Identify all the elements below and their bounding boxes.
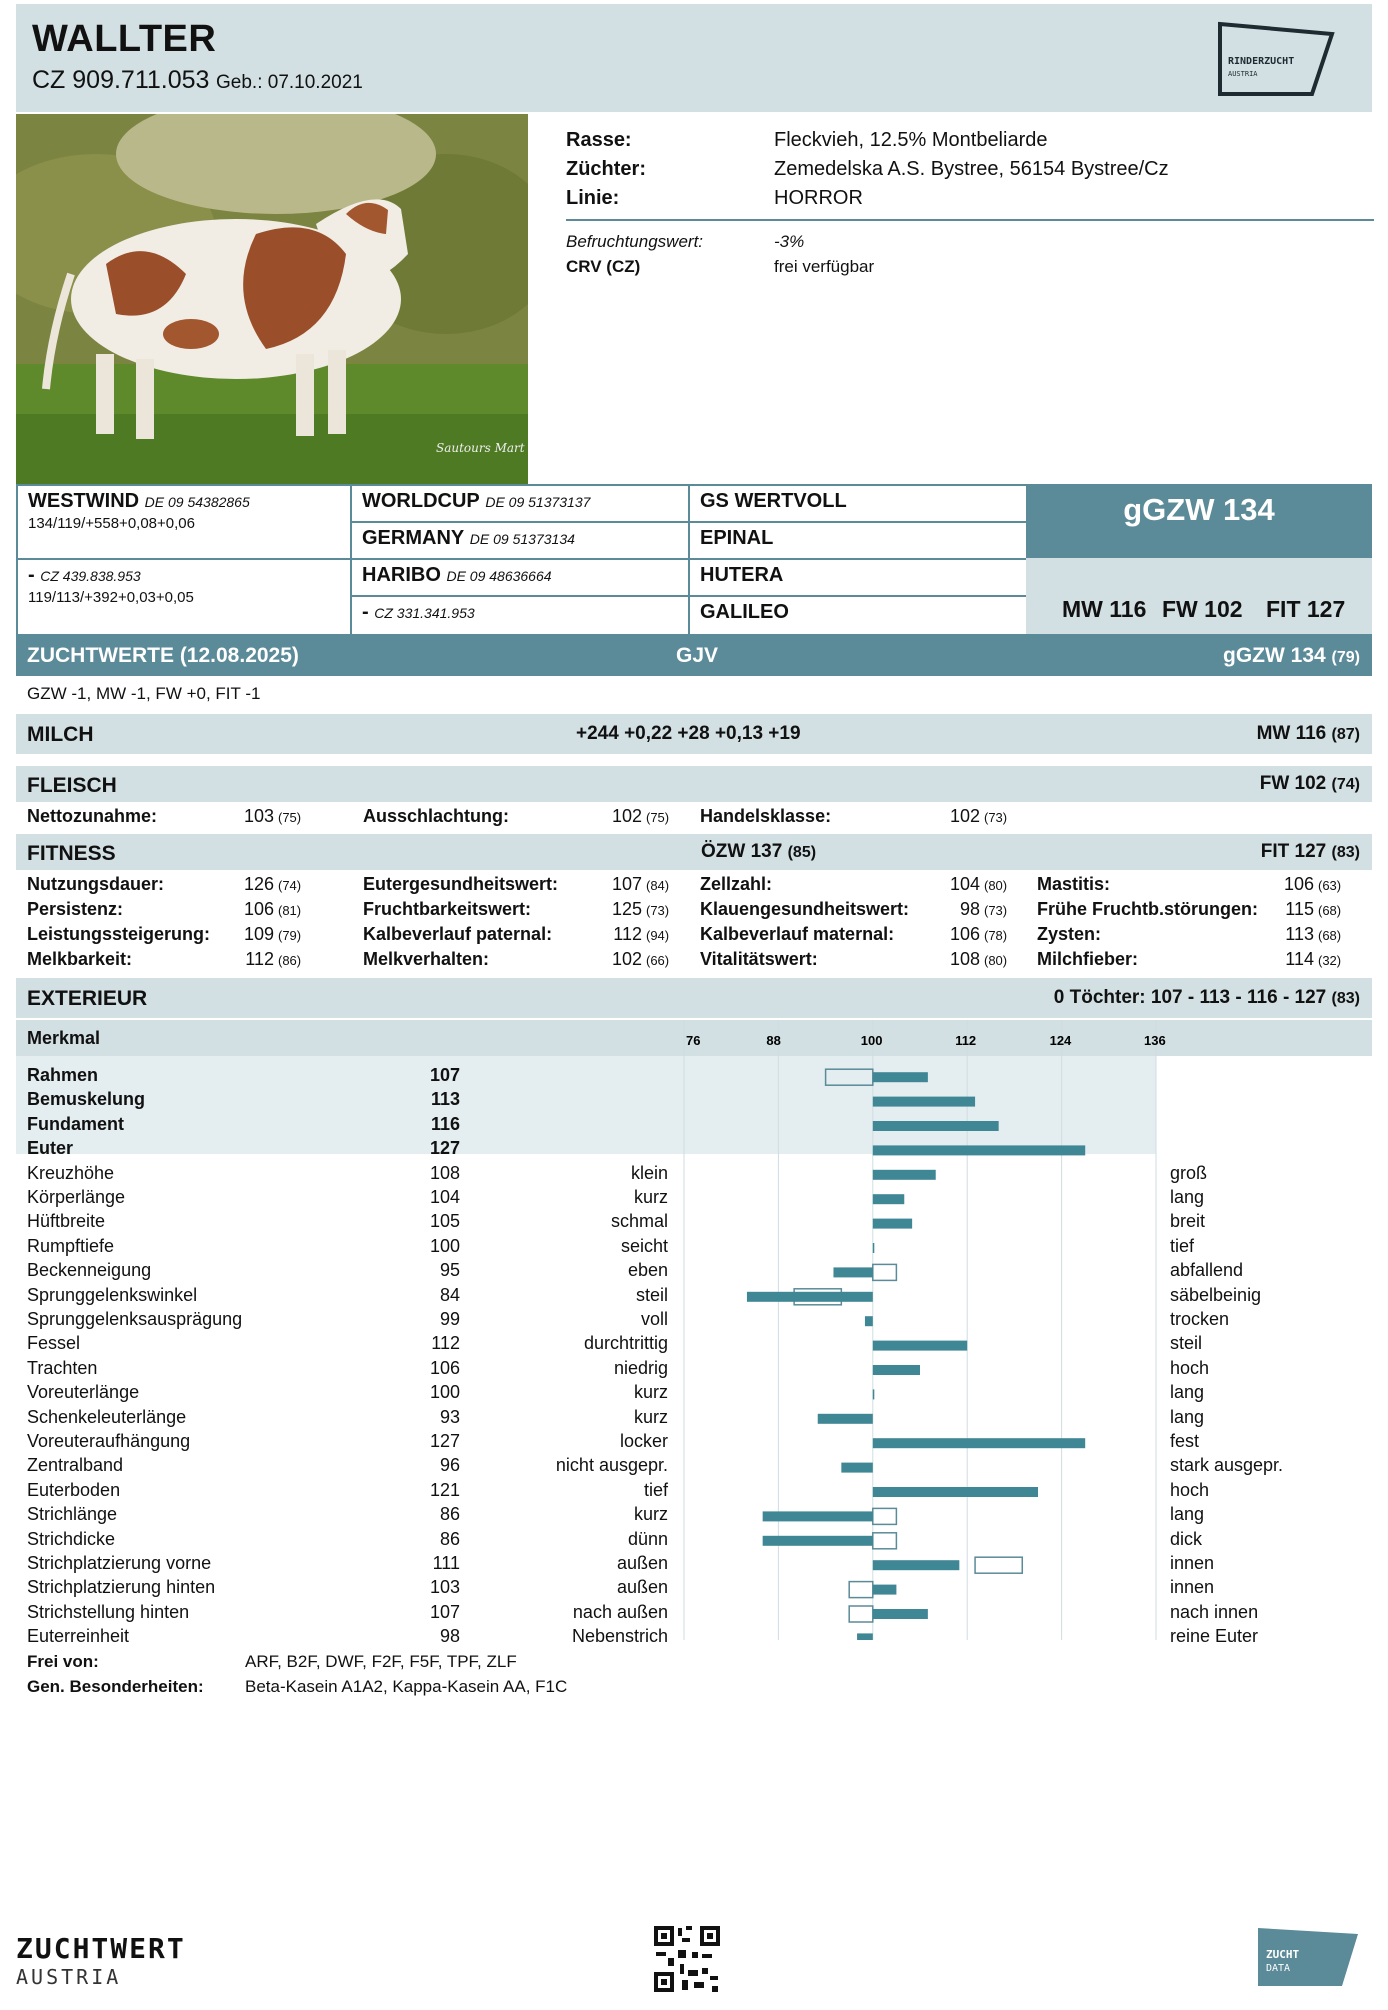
trait-bar <box>873 1585 897 1595</box>
pedigree-sss: GS WERTVOLL <box>688 484 1028 523</box>
trait-low-label: niedrig <box>613 1357 668 1378</box>
reference-range-box <box>873 1508 897 1524</box>
trait-name: Körperlänge <box>27 1187 126 1207</box>
fitness-label: Fruchtbarkeitswert: <box>363 899 532 919</box>
reference-range-box <box>975 1557 1022 1573</box>
trait-bar <box>763 1511 873 1521</box>
trait-value: 96 <box>439 1455 460 1476</box>
gen-besonderheiten: Gen. Besonderheiten: Beta-Kasein A1A2, Kappa-Kasein AA, F1C <box>27 1677 568 1696</box>
trait-bar <box>873 1560 960 1570</box>
fitness-label: Zellzahl: <box>700 874 773 894</box>
trait-value: 111 <box>432 1553 460 1573</box>
fitness-value: 104 <box>949 874 980 894</box>
trait-low-label: dünn <box>627 1528 668 1549</box>
fitness-value: 106 <box>243 899 274 919</box>
divider <box>566 219 1374 221</box>
trait-value: 84 <box>439 1284 460 1305</box>
trait-high-label: hoch <box>1170 1357 1210 1378</box>
gzw-change: GZW -1, MW -1, FW +0, FIT -1 <box>27 684 261 703</box>
trait-value: 108 <box>429 1162 460 1183</box>
trait-low-label: steil <box>635 1284 668 1305</box>
info-row-rasse: Rasse: Fleckvieh, 12.5% Montbeliarde <box>566 129 1048 151</box>
fitness-value: 113 <box>1285 924 1314 944</box>
pedigree-sire-dam: GERMANY DE 09 51373134 <box>350 521 690 560</box>
zuchtwert-austria-logo: ZUCHTWERT AUSTRIA <box>16 1932 186 1989</box>
trait-bar <box>873 1609 928 1619</box>
trait-name: Hüftbreite <box>27 1211 106 1232</box>
bull-name: WALLTER <box>32 18 217 60</box>
scale-tick-label: 136 <box>1144 1033 1166 1048</box>
trait-bar <box>873 1438 1085 1448</box>
trait-high-label: innen <box>1170 1553 1215 1573</box>
info-row-linie: Linie: HORROR <box>566 187 863 209</box>
fitness-label: Klauengesundheitswert: <box>700 899 910 919</box>
trait-name: Fundament <box>27 1113 124 1134</box>
trait-value: 98 <box>439 1626 460 1647</box>
trait-high-label: lang <box>1170 1406 1205 1427</box>
fitness-value: 106 <box>1283 874 1314 894</box>
birth-date: Geb.: 07.10.2021 <box>216 72 363 93</box>
pedigree <box>16 484 1372 638</box>
trait-bar <box>873 1389 875 1399</box>
svg-text:AUSTRIA: AUSTRIA <box>1228 70 1258 78</box>
exterieur-table-header: Merkmal <box>16 1020 1372 1056</box>
trait-value: 121 <box>429 1479 460 1500</box>
trait-high-label: fest <box>1170 1431 1200 1451</box>
trait-name: Euterboden <box>27 1479 121 1500</box>
svg-text:DATA: DATA <box>1266 1963 1291 1974</box>
trait-value: 99 <box>439 1309 460 1329</box>
fitness-reliability: (63) <box>1318 878 1342 893</box>
trait-low-label: außen <box>616 1553 668 1573</box>
trait-name: Strichplatzierung hinten <box>27 1577 216 1598</box>
fitness-value: 98 <box>959 899 980 919</box>
trait-value: 107 <box>429 1601 460 1622</box>
gzw-subindices: MW 116 FW 102 FIT 127 <box>1026 558 1372 636</box>
pedigree-sire: WESTWIND DE 09 54382865 134/119/+558+0,08+0,06 <box>16 484 352 560</box>
fitness-value: 107 <box>611 874 642 894</box>
trait-name: Voreuterlänge <box>27 1382 140 1403</box>
fitness-label: Persistenz: <box>27 899 124 919</box>
fitness-label: Melkverhalten: <box>363 949 490 969</box>
trait-low-label: tief <box>643 1479 668 1500</box>
trait-value: 105 <box>429 1211 460 1232</box>
trait-value: 100 <box>429 1235 460 1256</box>
fitness-reliability: (73) <box>984 903 1008 918</box>
trait-name: Fessel <box>27 1333 81 1354</box>
scale-tick-label: 100 <box>860 1033 883 1048</box>
fitness-reliability: (79) <box>278 928 302 943</box>
trait-name: Kreuzhöhe <box>27 1162 115 1183</box>
fitness-reliability: (80) <box>984 953 1008 968</box>
trait-bar <box>841 1463 872 1473</box>
scale-tick-label: 112 <box>955 1033 977 1048</box>
fitness-label: Eutergesundheitswert: <box>363 874 559 894</box>
trait-value: 113 <box>430 1089 460 1110</box>
fitness-reliability: (68) <box>1318 903 1342 918</box>
trait-value: 127 <box>429 1138 460 1159</box>
trait-bar <box>763 1536 873 1546</box>
trait-name: Strichdicke <box>27 1528 116 1549</box>
trait-value: 100 <box>429 1382 460 1403</box>
trait-high-label: lang <box>1170 1504 1205 1525</box>
reference-range-box <box>873 1264 897 1280</box>
trait-high-label: reine Euter <box>1170 1626 1259 1647</box>
fitness-label: Vitalitätswert: <box>700 949 818 969</box>
fitness-reliability: (74) <box>278 878 302 893</box>
fitness-reliability: (94) <box>646 928 670 943</box>
trait-high-label: dick <box>1170 1528 1203 1549</box>
fitness-label: Nutzungsdauer: <box>27 874 164 894</box>
trait-high-label: nach innen <box>1170 1601 1259 1622</box>
trait-bar <box>873 1072 928 1082</box>
trait-name: Bemuskelung <box>27 1089 146 1110</box>
exterieur-bar: EXTERIEUR 0 Töchter: 107 - 113 - 116 - 127 (83) <box>16 978 1372 1018</box>
trait-name: Sprunggelenkswinkel <box>27 1284 198 1305</box>
scale-tick-label: 76 <box>686 1033 701 1048</box>
trait-low-label: seicht <box>620 1235 668 1256</box>
trait-high-label: innen <box>1170 1577 1215 1598</box>
crv: CRV (CZ) frei verfügbar <box>566 256 875 276</box>
fitness-value: 108 <box>949 949 980 969</box>
header-band <box>16 4 1372 112</box>
fitness-reliability: (80) <box>984 878 1008 893</box>
trait-low-label: kurz <box>633 1187 668 1207</box>
trait-bar <box>857 1633 873 1640</box>
trait-high-label: säbelbeinig <box>1170 1284 1262 1305</box>
trait-value: 106 <box>429 1357 460 1378</box>
fitness-label: Kalbeverlauf paternal: <box>363 924 553 944</box>
trait-high-label: lang <box>1170 1382 1205 1403</box>
trait-high-label: groß <box>1170 1162 1208 1183</box>
info-row-zuechter: Züchter: Zemedelska A.S. Bystree, 56154 Bystree/Cz <box>566 158 1169 180</box>
milch-bar: MILCH +244 +0,22 +28 +0,13 +19 MW 116 (87) <box>16 714 1372 754</box>
trait-bar <box>873 1243 875 1253</box>
trait-high-label: stark ausgepr. <box>1170 1455 1284 1476</box>
trait-value: 127 <box>429 1431 460 1451</box>
fitness-value: 106 <box>949 924 980 944</box>
trait-high-label: tief <box>1170 1235 1195 1256</box>
trait-name: Strichplatzierung vorne <box>27 1553 212 1573</box>
trait-low-label: locker <box>619 1431 668 1451</box>
pedigree-dam-dam: - CZ 331.341.953 <box>350 595 690 636</box>
trait-high-label: breit <box>1170 1211 1206 1232</box>
trait-value: 86 <box>439 1528 460 1549</box>
fitness-reliability: (73) <box>646 903 670 918</box>
trait-low-label: kurz <box>633 1504 668 1525</box>
trait-low-label: kurz <box>633 1406 668 1427</box>
fitness-value: 112 <box>245 949 274 969</box>
fleisch-values: Nettozunahme: 103 (75) Ausschlachtung: 102 (75) Handelsklasse: 102 (73) <box>27 806 1008 826</box>
trait-name: Beckenneigung <box>27 1260 152 1281</box>
fitness-label: Mastitis: <box>1037 874 1111 894</box>
trait-bar <box>873 1170 936 1180</box>
fitness-value: 114 <box>1285 949 1314 969</box>
trait-name: Strichstellung hinten <box>27 1601 190 1622</box>
zuchtwerte-header: ZUCHTWERTE (12.08.2025) GJV gGZW 134 (79) <box>16 634 1372 676</box>
trait-high-label: lang <box>1170 1187 1205 1207</box>
trait-name: Euter <box>27 1138 74 1159</box>
scale-tick-label: 124 <box>1049 1033 1072 1048</box>
bull-info <box>566 126 1374 279</box>
fitness-label: Zysten: <box>1037 924 1102 944</box>
befruchtungswert: Befruchtungswert: -3% <box>566 231 805 251</box>
fitness-value: 126 <box>243 874 274 894</box>
gzw-box: gGZW 134 <box>1026 484 1372 558</box>
trait-name: Rumpftiefe <box>27 1235 115 1256</box>
trait-value: 103 <box>429 1577 460 1598</box>
pedigree-dss: HUTERA <box>688 558 1028 597</box>
trait-value: 107 <box>429 1065 460 1085</box>
trait-low-label: Nebenstrich <box>571 1626 668 1647</box>
trait-high-label: hoch <box>1170 1479 1210 1500</box>
reference-range-box <box>849 1582 873 1598</box>
fitness-label: Leistungssteigerung: <box>27 924 211 944</box>
trait-low-label: kurz <box>633 1382 668 1403</box>
trait-bar <box>747 1292 873 1302</box>
fitness-bar: FITNESS ÖZW 137 (85) FIT 127 (83) <box>16 834 1372 870</box>
trait-name: Trachten <box>27 1357 98 1378</box>
trait-high-label: abfallend <box>1170 1260 1244 1281</box>
svg-text:RINDERZUCHT: RINDERZUCHT <box>1228 56 1295 67</box>
pedigree-dam: - CZ 439.838.953 119/113/+392+0,03+0,05 <box>16 558 352 636</box>
trait-bar <box>873 1097 975 1107</box>
trait-low-label: eben <box>627 1260 668 1281</box>
fleisch-bar: FLEISCH FW 102 (74) <box>16 766 1372 802</box>
pedigree-dam-sire: HARIBO DE 09 48636664 <box>350 558 690 597</box>
svg-text:ZUCHT: ZUCHT <box>1266 1948 1300 1961</box>
reference-range-box <box>873 1533 897 1549</box>
fitness-reliability: (81) <box>278 903 302 918</box>
fitness-value: 112 <box>613 924 642 944</box>
trait-bar <box>873 1487 1038 1497</box>
zucht-data-logo <box>1258 1924 1358 1990</box>
svg-text:Sautours Mart: Sautours Mart <box>436 441 525 455</box>
frei-von: Frei von: ARF, B2F, DWF, F2F, F5F, TPF, ZLF <box>27 1652 517 1671</box>
trait-bar <box>873 1219 912 1229</box>
fitness-reliability: (68) <box>1318 928 1342 943</box>
trait-name: Euterreinheit <box>27 1626 130 1647</box>
trait-value: 116 <box>430 1113 460 1134</box>
trait-value: 95 <box>439 1260 460 1281</box>
trait-value: 104 <box>429 1187 460 1207</box>
qr-code <box>652 1924 722 1994</box>
trait-low-label: klein <box>630 1162 668 1183</box>
trait-name: Zentralband <box>27 1455 124 1476</box>
bull-photo <box>16 114 528 484</box>
trait-low-label: außen <box>616 1577 668 1598</box>
fitness-reliability: (78) <box>984 928 1008 943</box>
trait-bar <box>833 1267 872 1277</box>
trait-bar <box>873 1341 967 1351</box>
fitness-reliability: (32) <box>1318 953 1342 968</box>
trait-value: 86 <box>439 1504 460 1525</box>
trait-high-label: trocken <box>1170 1309 1230 1329</box>
trait-bar <box>865 1316 873 1326</box>
registration-number: CZ 909.711.053 <box>32 66 210 94</box>
pedigree-sds: EPINAL <box>688 521 1028 560</box>
fitness-value: 109 <box>243 924 274 944</box>
fitness-label: Kalbeverlauf maternal: <box>700 924 895 944</box>
reference-range-box <box>826 1069 873 1085</box>
pedigree-sire-sire: WORLDCUP DE 09 51373137 <box>350 484 690 523</box>
trait-bar <box>818 1414 873 1424</box>
scale-tick-label: 88 <box>766 1033 781 1048</box>
fitness-label: Milchfieber: <box>1037 949 1139 969</box>
trait-high-label: steil <box>1170 1333 1203 1354</box>
trait-bar <box>873 1121 999 1131</box>
trait-name: Strichlänge <box>27 1504 118 1525</box>
trait-low-label: voll <box>640 1309 668 1329</box>
fitness-label: Melkbarkeit: <box>27 949 133 969</box>
trait-name: Sprunggelenksausprägung <box>27 1309 243 1329</box>
trait-low-label: schmal <box>610 1211 668 1232</box>
fitness-value: 102 <box>611 949 642 969</box>
trait-low-label: durchtrittig <box>583 1333 668 1354</box>
trait-name: Schenkeleuterlänge <box>27 1406 187 1427</box>
trait-name: Voreuteraufhängung <box>27 1431 191 1451</box>
trait-low-label: nach außen <box>572 1601 668 1622</box>
reference-range-box <box>849 1606 873 1622</box>
fitness-label: Frühe Fruchtb.störungen: <box>1037 899 1258 919</box>
trait-low-label: nicht ausgepr. <box>555 1455 668 1476</box>
trait-bar <box>873 1194 904 1204</box>
fitness-value: 115 <box>1285 899 1314 919</box>
trait-bar <box>873 1365 920 1375</box>
trait-value: 93 <box>439 1406 460 1427</box>
rinderzucht-austria-logo <box>1216 18 1336 100</box>
fitness-reliability: (84) <box>646 878 670 893</box>
trait-name: Rahmen <box>27 1065 99 1085</box>
trait-bar <box>873 1145 1085 1155</box>
fitness-value: 125 <box>611 899 642 919</box>
trait-value: 112 <box>431 1333 460 1354</box>
fitness-reliability: (86) <box>278 953 302 968</box>
pedigree-dds: GALILEO <box>688 595 1028 636</box>
fitness-reliability: (66) <box>646 953 670 968</box>
